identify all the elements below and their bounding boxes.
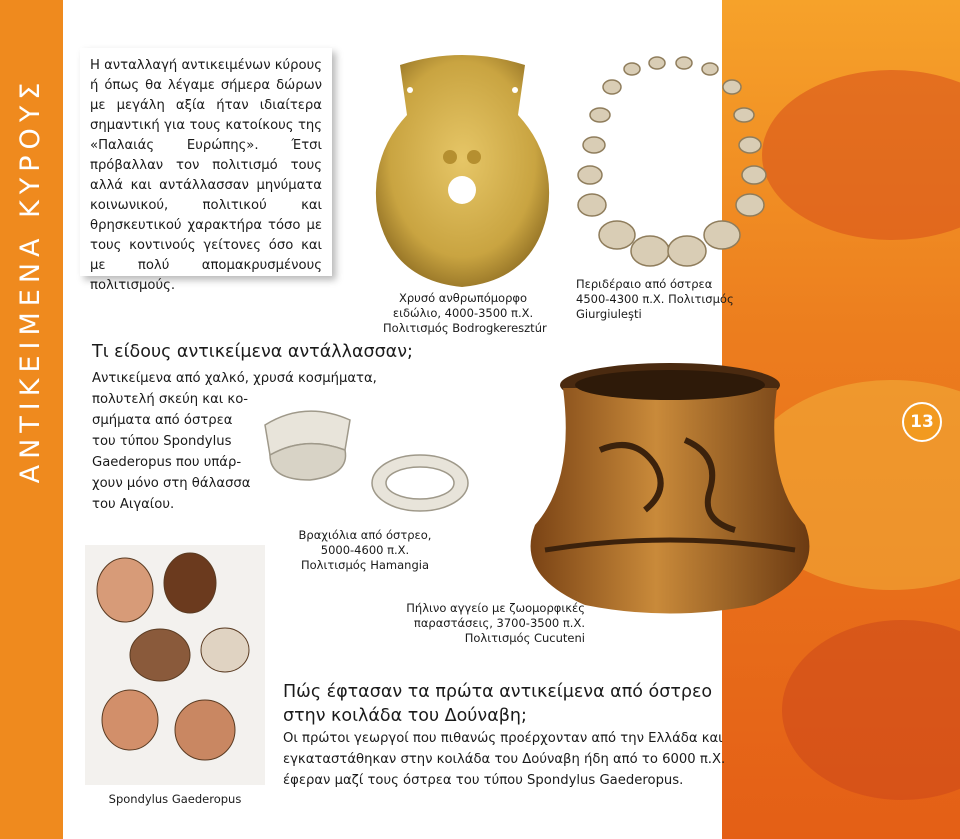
page-number: 13 [902,402,942,442]
intro-text: Η ανταλλαγή αντικειμένων κύρους ή όπως θα λέγαμε σήμερα δώρων με μεγάλη αξία ήταν ιδιαίτερα σημαντική για τους κατοίκους της «Παλαιάς Ευρώπης». Έτσι πρόβαλλαν τον πολιτισμό τους αλλά και αντάλλασσαν μηνύματα κοινωνικού, πολιτικού και θρησκευτικού χαρακτήρα τόσο με τους κοντινούς γείτονες όσο και με πολύ απομακρυσμένους πολιτισμούς. [90,58,322,293]
question1-line: του τύπου Spondylus [92,434,232,449]
question1-line: Αντικείμενα από χαλκό, χρυσά κοσμήματα, [92,371,377,386]
question2-title: Πώς έφτασαν τα πρώτα αντικείμενα από όστρεο στην κοιλάδα του Δούναβη; [283,682,713,726]
side-band [0,0,63,839]
caption-necklace: Περιδέραιο από όστρεα 4500-4300 π.Χ. Πολιτισμός Giurgiuleşti [576,277,734,321]
question1-line: χουν μόνο στη θάλασσα [92,476,251,491]
question2-line: εγκαταστάθηκαν στην κοιλάδα του Δούναβη ήδη από το 6000 π.Χ. [283,752,726,767]
ceramic-vessel-image [505,360,835,615]
question2-line: έφεραν μαζί τους όστρεα του τύπου Spondylus Gaederopus. [283,773,684,788]
shell-necklace-image [572,55,772,270]
caption-shells: Spondylus Gaederopus [108,792,242,806]
caption-vessel: Πήλινο αγγείο με ζωομορφικές παραστάσεις, 3700-3500 π.Χ. Πολιτισμός Cucuteni [406,601,585,645]
question1-line: Gaederopus που υπάρ- [92,455,242,470]
caption-gold-figure: Χρυσό ανθρωπόμορφο ειδώλιο, 4000-3500 π.Χ. Πολιτισμός Bodrogkeresztúr [383,291,547,335]
question1-line: του Αιγαίου. [92,497,175,512]
question1-body [92,368,392,515]
gold-figurine-image [370,45,555,290]
side-title: ΑΝΤΙΚΕΙΜΕΝΑ ΚΥΡΟΥΣ [15,76,46,484]
question1-title: Τι είδους αντικείμενα αντάλλασσαν; [92,342,413,362]
intro-box [80,48,332,293]
question1-line: πολυτελή σκεύη και κο- [92,392,249,407]
spondylus-shells-image [85,545,265,785]
question2-line: Οι πρώτοι γεωργοί που πιθανώς προέρχονταν από την Ελλάδα και [283,731,723,746]
question2-body [283,728,743,791]
caption-bracelets: Βραχιόλια από όστρεο, 5000-4600 π.Χ. Πολιτισμός Hamangia [298,528,432,572]
question1-line: σμήματα από όστρεα [92,413,233,428]
